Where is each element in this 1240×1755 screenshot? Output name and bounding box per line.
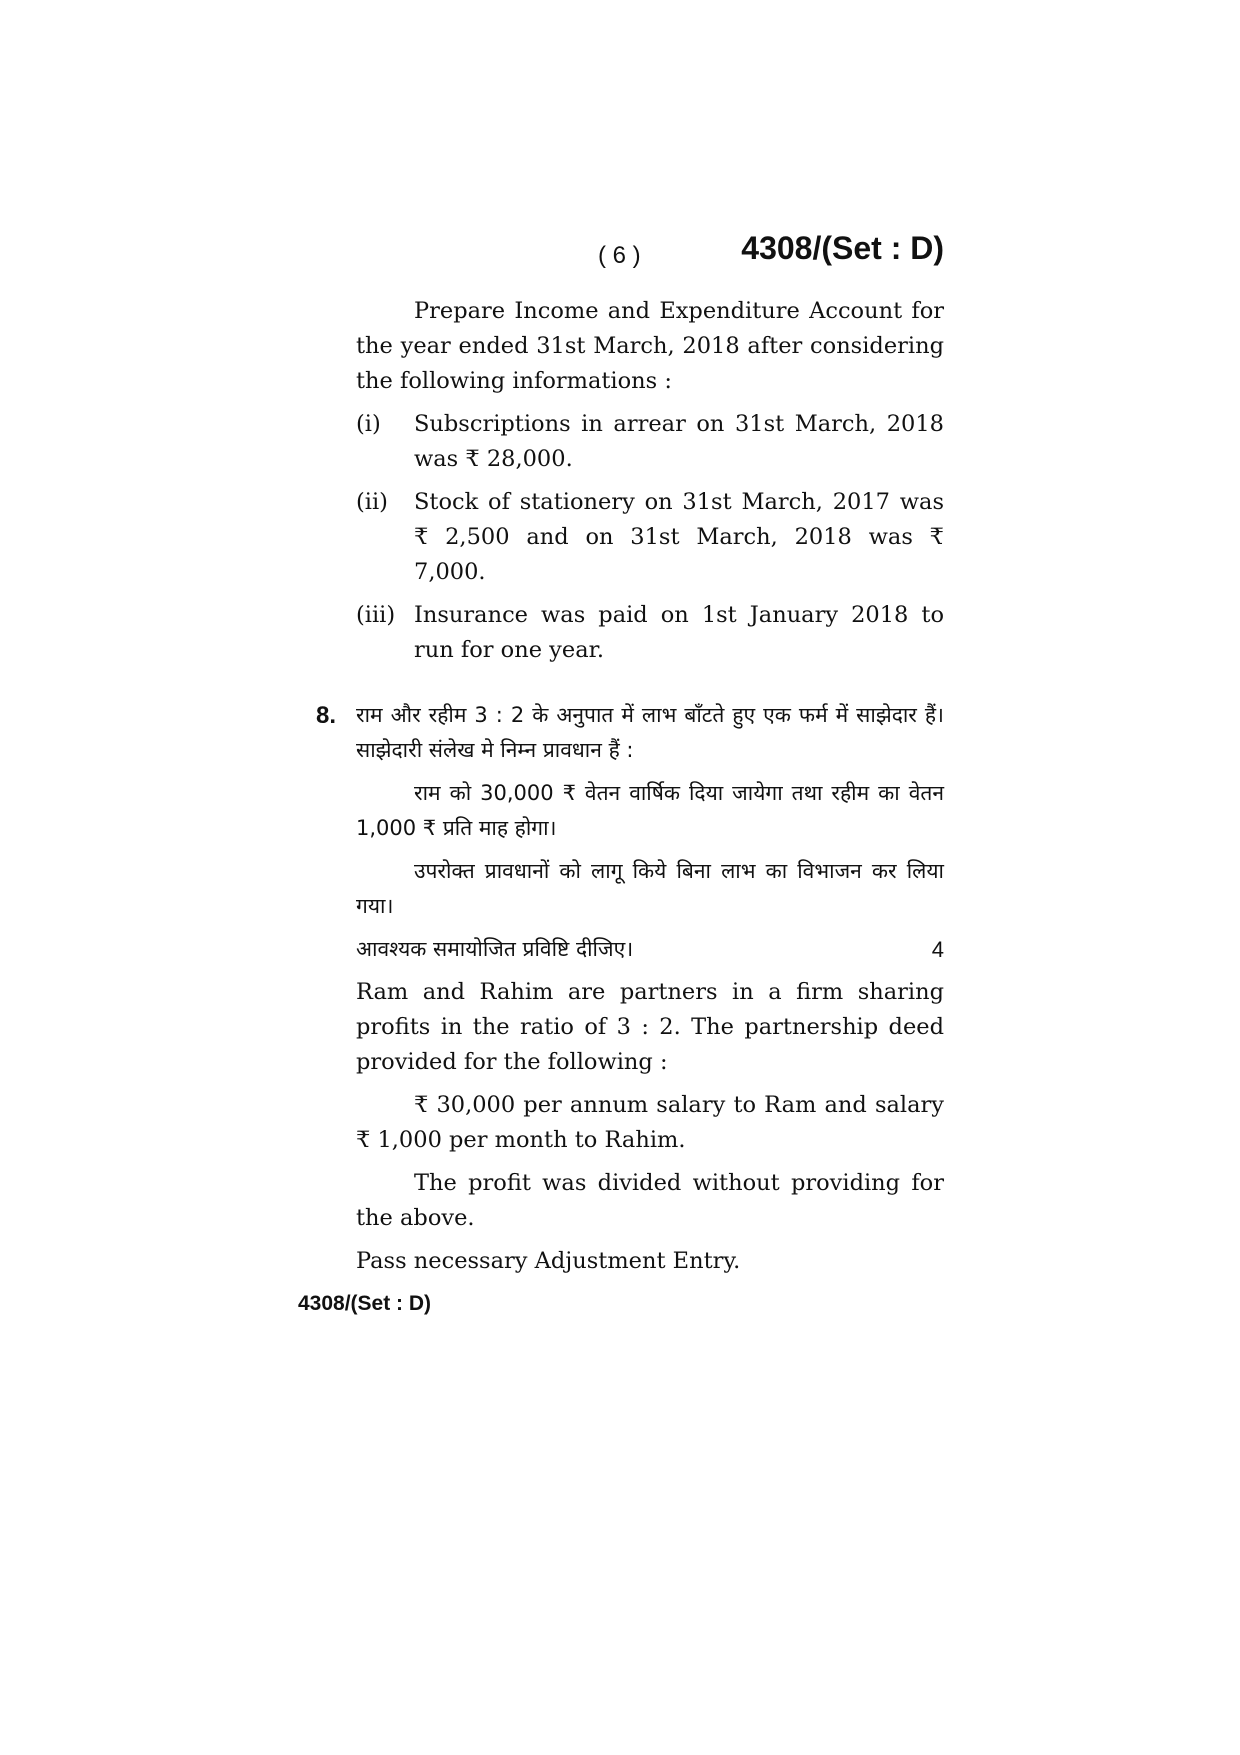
paper-code-footer: 4308/(Set : D) [298, 1292, 432, 1315]
page-number: ( 6 ) [598, 242, 641, 269]
q7-item-3 [356, 598, 944, 668]
question-content [316, 294, 944, 1279]
q7-item-1-text: Subscriptions in arrear on 31st March, 2018 was ₹ 28,000. [414, 411, 944, 472]
q7-item-1-number: (i) [356, 411, 381, 437]
q7-item-2 [356, 485, 944, 590]
q8-english-para-3: The profit was divided without providing for the above. [356, 1170, 944, 1231]
q8-instruction-line [356, 932, 944, 967]
q8-english-para-1: Ram and Rahim are partners in a firm sharing profits in the ratio of 3 : 2. The partnership deed provided for the following : [356, 979, 944, 1075]
q7-item-2-number: (ii) [356, 489, 388, 515]
q8-hindi-para-1: राम और रहीम 3 : 2 के अनुपात में लाभ बाँटते हुए एक फर्म में साझेदार हैं। साझेदारी संलेख मे निम्न प्रावधान हैं : [356, 703, 944, 762]
page-header [356, 230, 944, 280]
q8-hindi-para-4: आवश्यक समायोजित प्रविष्टि दीजिए। [356, 937, 634, 961]
q7-item-2-text: Stock of stationery on 31st March, 2017 was ₹ 2,500 and on 31st March, 2018 was ₹ 7,000. [414, 489, 944, 585]
q8-marks: 4 [931, 937, 944, 962]
question-8 [316, 698, 944, 1279]
q7-intro: Prepare Income and Expenditure Account for the year ended 31st March, 2018 after considering the following informations : [356, 298, 944, 394]
q8-number: 8. [316, 702, 337, 729]
q8-english-para-4: Pass necessary Adjustment Entry. [356, 1248, 741, 1274]
q8-english-para-2: ₹ 30,000 per annum salary to Ram and salary ₹ 1,000 per month to Rahim. [356, 1092, 944, 1153]
q8-hindi-para-2: राम को 30,000 ₹ वेतन वार्षिक दिया जायेगा तथा रहीम का वेतन 1,000 ₹ प्रति माह होगा। [356, 781, 944, 840]
q7-item-3-text: Insurance was paid on 1st January 2018 to run for one year. [414, 602, 944, 663]
q7-item-3-number: (iii) [356, 602, 396, 628]
q8-hindi-para-3: उपरोक्त प्रावधानों को लागू किये बिना लाभ का विभाजन कर लिया गया। [356, 859, 944, 918]
q7-item-1 [356, 407, 944, 477]
paper-code-header: 4308/(Set : D) [741, 230, 944, 266]
